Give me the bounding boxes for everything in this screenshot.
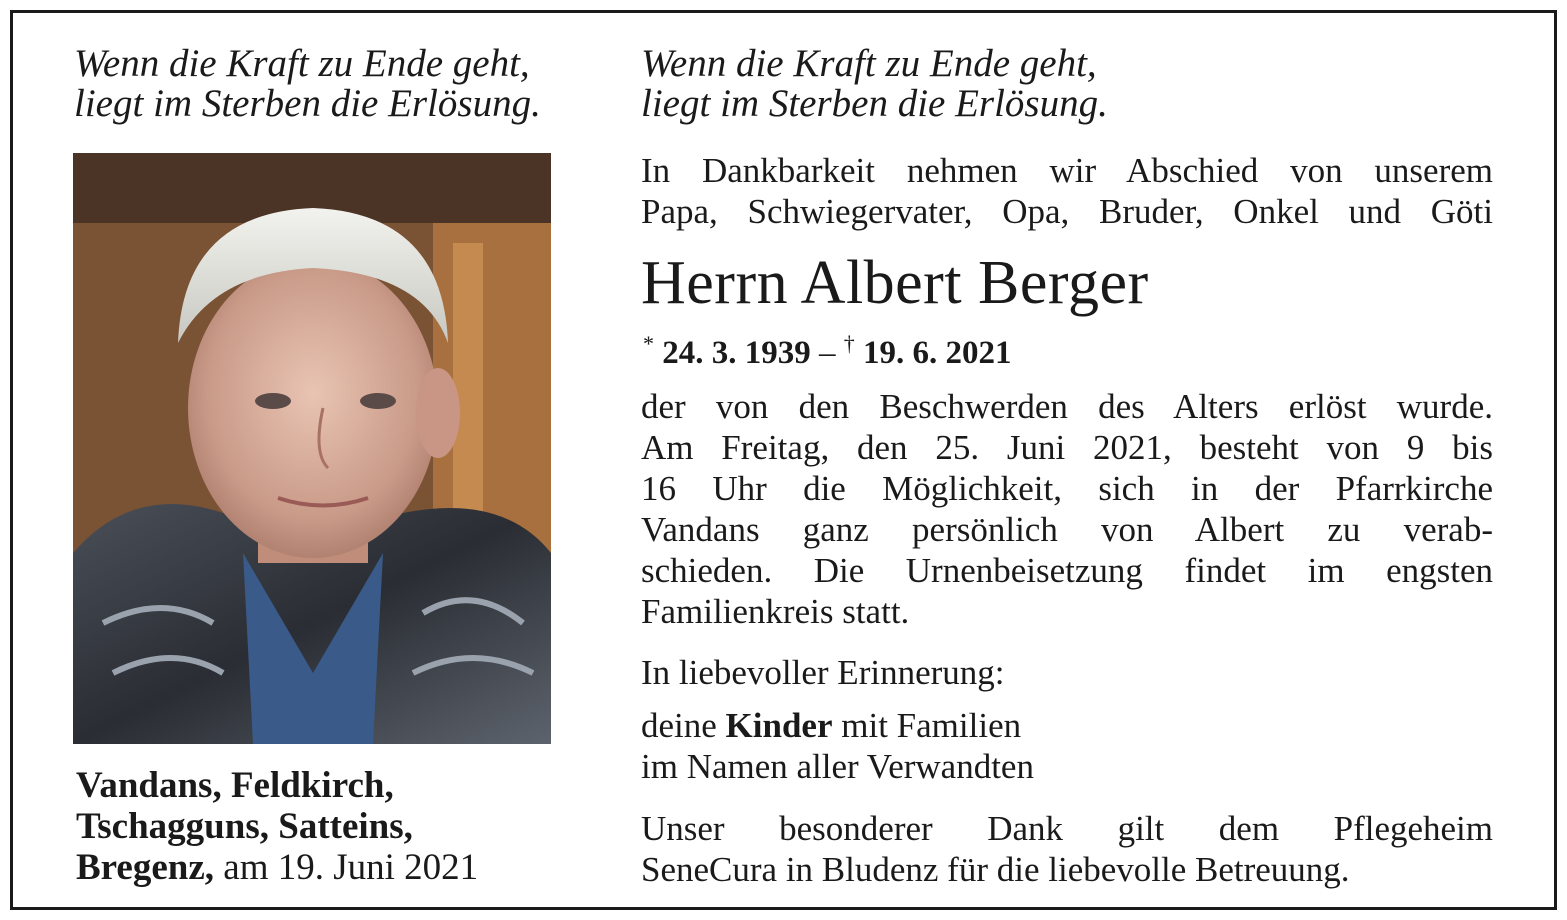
family-pre: deine: [641, 706, 726, 745]
family-bold: Kinder: [725, 706, 833, 745]
places-line-1: Vandans, Feldkirch,: [76, 765, 394, 806]
family-line-2: im Namen aller Verwandten: [641, 747, 1034, 786]
date-dash: –: [819, 335, 836, 371]
birth-mark: *: [643, 331, 654, 356]
portrait-image: [73, 153, 551, 744]
right-quote-line-1: Wenn die Kraft zu Ende geht,: [641, 42, 1097, 85]
paragraph-line-1: der von den Beschwerden des Alters erlöst wurde.: [641, 387, 1493, 426]
deceased-name: Herrn Albert Berger: [641, 249, 1149, 317]
left-quote-line-1: Wenn die Kraft zu Ende geht,: [74, 42, 530, 85]
paragraph-line-4: Vandans ganz persönlich von Albert zu verab-: [641, 510, 1493, 549]
memory-line: In liebevoller Erinnerung:: [641, 653, 1005, 692]
places-line-3: [76, 847, 478, 888]
paragraph-line-3: 16 Uhr die Möglichkeit, sich in der Pfarrkirche: [641, 469, 1493, 508]
portrait-photo: [73, 153, 551, 744]
right-quote-line-2: liegt im Sterben die Erlösung.: [641, 82, 1108, 125]
thanks-line-2: SeneCura in Bludenz für die liebevolle Betreuung.: [641, 850, 1350, 889]
paragraph-line-5: schieden. Die Urnenbeisetzung findet im engsten: [641, 551, 1493, 590]
life-dates: [643, 324, 1012, 373]
intro-line-2: Papa, Schwiegervater, Opa, Bruder, Onkel und Göti: [641, 192, 1493, 231]
death-date: 19. 6. 2021: [863, 335, 1012, 371]
places-line-2: Tschagguns, Satteins,: [76, 806, 413, 847]
family-line-1: [641, 705, 1021, 746]
thanks-line-1: Unser besonderer Dank gilt dem Pflegeheim: [641, 809, 1493, 848]
places-line-3-date: am 19. Juni 2021: [214, 847, 479, 888]
family-post: mit Familien: [832, 706, 1022, 745]
intro-line-1: In Dankbarkeit nehmen wir Abschied von unserem: [641, 151, 1493, 190]
birth-date: 24. 3. 1939: [662, 335, 811, 371]
paragraph-line-2: Am Freitag, den 25. Juni 2021, besteht von 9 bis: [641, 428, 1493, 467]
death-mark: †: [843, 331, 855, 356]
paragraph-line-6: Familienkreis statt.: [641, 592, 910, 631]
places-line-3-bold: Bregenz,: [76, 847, 215, 888]
left-quote-line-2: liegt im Sterben die Erlösung.: [74, 82, 541, 125]
